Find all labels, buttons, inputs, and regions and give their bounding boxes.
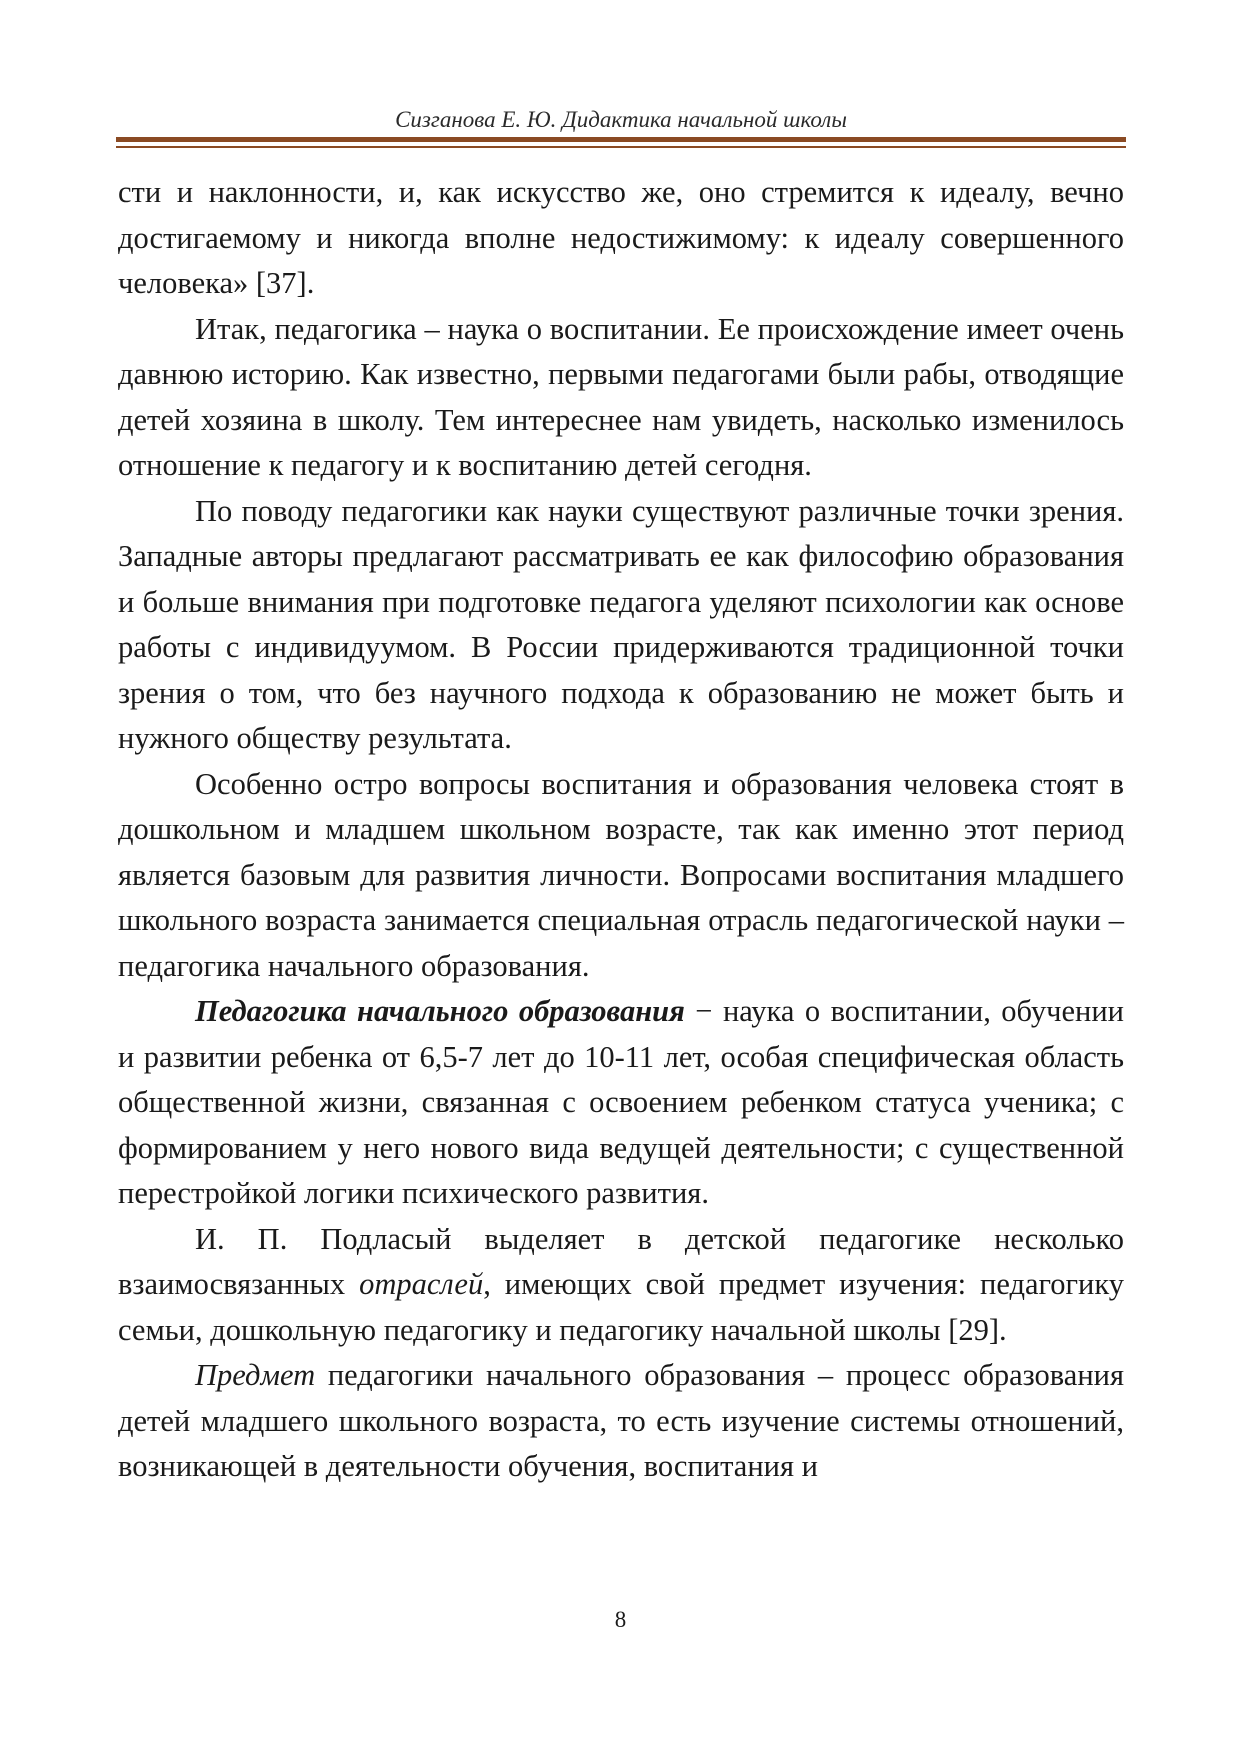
paragraph-7-text: педагогики начального образования – процесс образования детей младшего школьного возраста, то есть изучение системы отношений, возникающей в деятельности обучения, воспитания и bbox=[118, 1358, 1124, 1483]
paragraph-3: По поводу педагогики как науки существуют различные точки зрения. Западные авторы предлагают рассматривать ее как философию образования и больше внимания при подготовке педагога уделяют психологии как основе работы с индивидуумом. В России придерживаются традиционной точки зрения о том, что без научного подхода к образованию не может быть и нужного обществу результата. bbox=[118, 493, 1124, 755]
paragraph-6-text-start: И. П. Подласый выделяет в детской педагогике несколько взаимосвязанных bbox=[118, 1221, 1124, 1301]
header-rule-thick bbox=[116, 137, 1126, 142]
paragraph-5 bbox=[118, 989, 1124, 1217]
paragraph-6-text-end: , имеющих свой предмет изучения: педагогику семьи, дошкольную педагогику и педагогику начальной школы [29]. bbox=[118, 1267, 1124, 1347]
paragraph-7 bbox=[118, 1353, 1124, 1490]
paragraph-1: сти и наклонности, и, как искусство же, оно стремится к идеалу, вечно достигаемому и никогда вполне недостижимому: к идеалу совершенного человека» [37]. bbox=[118, 175, 1124, 300]
paragraph-4: Особенно остро вопросы воспитания и образования человека стоят в дошкольном и младшем школьном возрасте, так как именно этот период является базовым для развития личности. Вопросами воспитания младшего школьного возраста занимается специальная отрасль педагогической науки – педагогика начального образования. bbox=[118, 766, 1124, 983]
page-number: 8 bbox=[614, 1607, 627, 1632]
page-body bbox=[118, 170, 1124, 1490]
paragraph-2: Итак, педагогика – наука о воспитании. Ее происхождение имеет очень давнюю историю. Как известно, первыми педагогами были рабы, отводящие детей хозяина в школу. Тем интереснее нам увидеть, насколько изменилось отношение к педагогу и к воспитанию детей сегодня. bbox=[118, 311, 1124, 482]
term-definition-heading: Педагогика начального образования bbox=[195, 994, 685, 1028]
term-branches: отраслей bbox=[359, 1267, 484, 1301]
term-subject: Предмет bbox=[195, 1358, 316, 1392]
paragraph-6 bbox=[118, 1217, 1124, 1354]
paragraph-5-text: − наука о воспитании, обучении и развитии ребенка от 6,5-7 лет до 10-11 лет, особая специфическая область общественной жизни, связанная с освоением ребенком статуса ученика; с формированием у него нового вида ведущей деятельности; с существенной перестройкой логики психического развития. bbox=[118, 994, 1124, 1210]
running-header: Сизганова Е. Ю. Дидактика начальной школы bbox=[395, 107, 847, 132]
header-rule-thin bbox=[116, 146, 1126, 148]
